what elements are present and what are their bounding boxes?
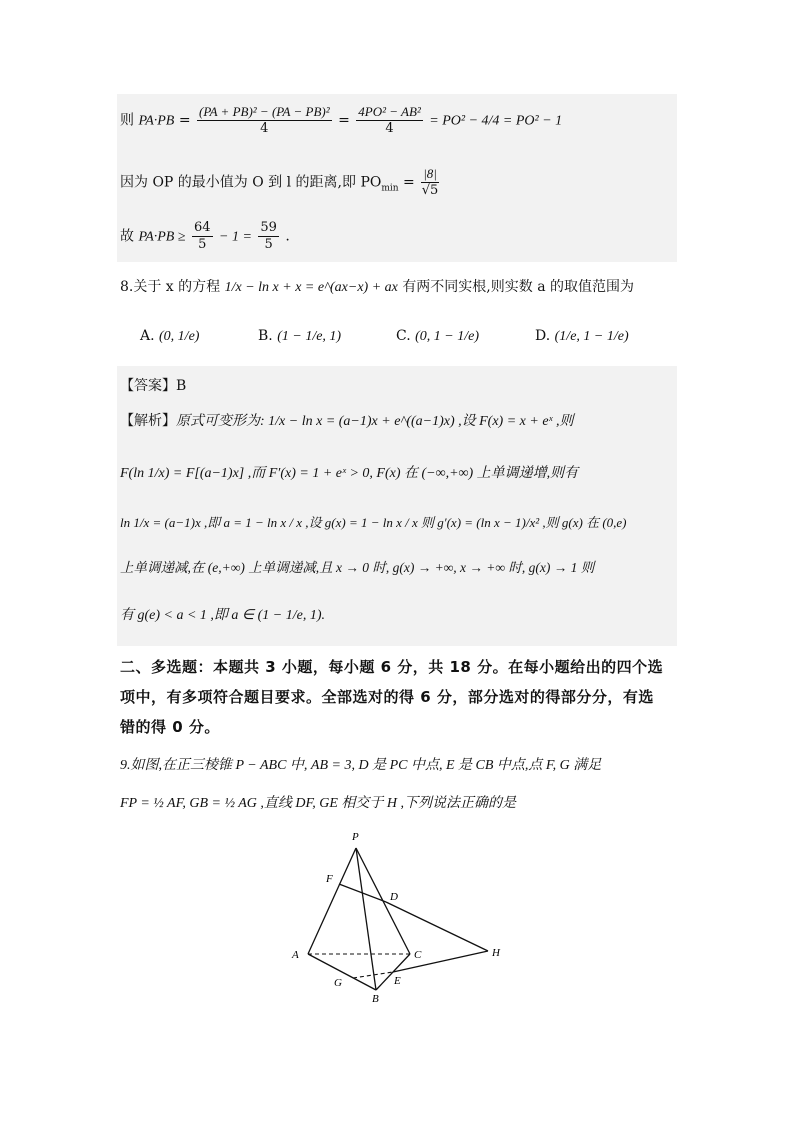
question-9-line-1: 9.如图,在正三棱锥 P − ABC 中, AB = 3, D 是 PC 中点, E 是 CB 中点,点 F, G 满足 bbox=[120, 758, 602, 773]
analysis-line-5: 有 g(e) < a < 1 ,即 a ∈ (1 − 1/e, 1). bbox=[120, 608, 326, 623]
result-fraction: $\frac{59}{5}$ bbox=[260, 220, 277, 252]
prev-solution-line-3: 故 PA·PB ≥ $\frac{64}{5}$ − 1 = $\frac{59}{5}$ . bbox=[120, 220, 290, 252]
bound-fraction: $\frac{64}{5}$ bbox=[194, 220, 211, 252]
label-E: E bbox=[394, 975, 401, 987]
edge-PA bbox=[308, 848, 356, 954]
analysis-line-3: ln 1/x = (a−1)x ,即 a = 1 − ln x / x ,设 g(x) = 1 − ln x / x 则 g′(x) = (ln x − 1)/x² ,则 g(x) 在 (0,e) bbox=[120, 515, 627, 530]
question-8-stem: 8.关于 x 的方程 1/x − ln x + x = e^(ax−x) + ax 有两不同实根,则实数 a 的取值范围为 bbox=[120, 279, 635, 295]
edge-PB bbox=[356, 848, 376, 990]
dot-product-expr: PA·PB bbox=[138, 113, 175, 129]
q8-equation: 1/x − ln x + x = e^(ax−x) + ax bbox=[224, 280, 398, 295]
question-9-line-2: FP = ½ AF, GB = ½ AG ,直线 DF, GE 相交于 H ,下列说法正确的是 bbox=[120, 796, 516, 811]
pyramid-figure bbox=[280, 822, 540, 1012]
q8-option-c: C. (0, 1 − 1/e) bbox=[396, 328, 479, 344]
label-B: B bbox=[372, 993, 379, 1005]
q8-option-d: D. (1/e, 1 − 1/e) bbox=[535, 328, 629, 344]
section-2-heading-line-3: 错的得 0 分。 bbox=[120, 718, 220, 736]
label-C: C bbox=[414, 949, 422, 961]
analysis-line-4: 上单调递减,在 (e,+∞) 上单调递减,且 x → 0 时, g(x) → +∞, x → +∞ 时, g(x) → 1 则 bbox=[120, 560, 595, 575]
prev-solution-line-2: 因为 OP 的最小值为 O 到 l 的距离,即 $PO_{min}$ = $\frac{|8|}{√5}$ bbox=[120, 166, 439, 198]
section-2-heading-line-2: 项中，有多项符合题目要求。全部选对的得 6 分，部分选对的得部分分，有选 bbox=[120, 688, 654, 706]
label-A: A bbox=[292, 949, 299, 961]
label-D: D bbox=[390, 891, 398, 903]
analysis-line-1: 【解析】原式可变形为: 1/x − ln x = (a−1)x + e^((a−1)x) ,设 F(x) = x + eˣ ,则 bbox=[120, 413, 574, 429]
edge-AB bbox=[308, 954, 376, 990]
section-2-heading-line-1: 二、多选题：本题共 3 小题，每小题 6 分，共 18 分。在每小题给出的四个选 bbox=[120, 658, 664, 676]
label-F: F bbox=[326, 873, 333, 885]
min-distance-fraction: $\frac{|8|}{√5}$ bbox=[421, 166, 439, 198]
label-G: G bbox=[334, 977, 342, 989]
line-DH bbox=[386, 902, 488, 951]
analysis-line-2: F(ln 1/x) = F[(a−1)x] ,而 F′(x) = 1 + eˣ > 0, F(x) 在 (−∞,+∞) 上单调递增,则有 bbox=[120, 466, 579, 481]
prev-solution-line-1: 则 PA·PB = $\frac{\text{(PA + PB)² − (PA − PB)²}}{4}$ = $\frac{\text{4PO² − AB²}}{4}$ = PO² − 4/4 = PO² − 1 bbox=[120, 104, 563, 136]
q8-option-b: B. (1 − 1/e, 1) bbox=[258, 328, 342, 344]
label-P: P bbox=[352, 831, 359, 843]
simplified-fraction: $\frac{\text{4PO² − AB²}}{4}$ bbox=[358, 104, 421, 136]
expansion-fraction: $\frac{\text{(PA + PB)² − (PA − PB)²}}{4}$ bbox=[199, 104, 330, 136]
q8-option-a: A. (0, 1/e) bbox=[140, 328, 200, 344]
answer-line: 【答案】B bbox=[120, 378, 187, 394]
label-H: H bbox=[492, 947, 500, 959]
